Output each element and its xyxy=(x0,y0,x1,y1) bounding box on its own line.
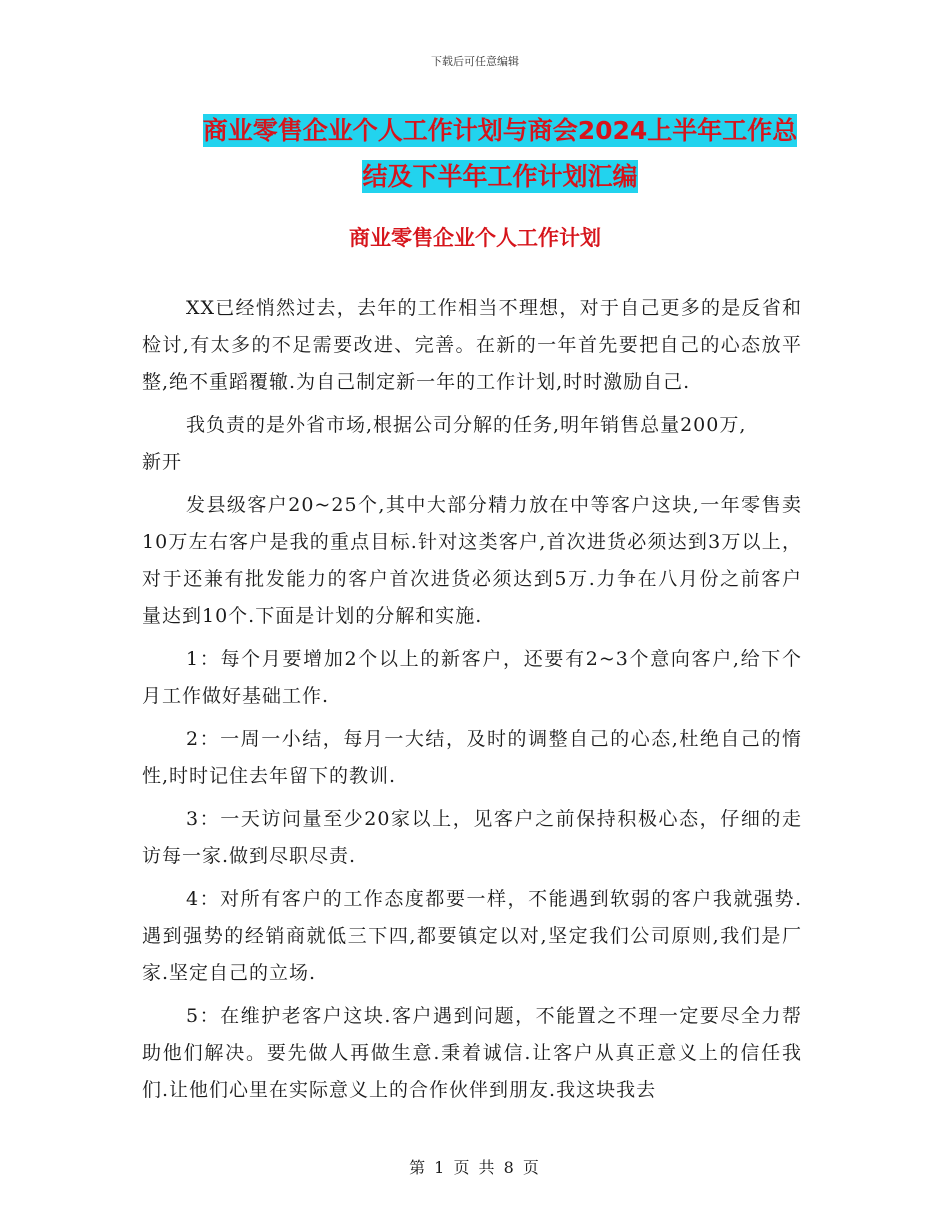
section-title: 商业零售企业个人工作计划 xyxy=(349,226,601,250)
paragraph: 发县级客户20~25个,其中大部分精力放在中等客户这块,一年零售卖10万左右客户是我的重点目标.针对这类客户,首次进货必须达到3万以上，对于还兼有批发能力的客户首次进货必须达到5万.力争在八月份之前客户量达到10个.下面是计划的分解和实施. xyxy=(142,494,802,627)
page-footer: 第 1 页 共 8 页 xyxy=(409,1158,541,1177)
paragraph: 5：在维护老客户这块.客户遇到问题，不能置之不理一定要尽全力帮助他们解决。要先做人再做生意.秉着诚信.让客户从真正意义上的信任我们.让他们心里在实际意义上的合作伙伴到朋友.我这块我去 xyxy=(142,1005,802,1101)
paragraph: 2：一周一小结，每月一大结，及时的调整自己的心态,杜绝自己的惰性,时时记住去年留下的教训. xyxy=(142,728,802,787)
paragraph: 新开 xyxy=(142,451,183,473)
title-line-1: 商业零售企业个人工作计划与商会2024上半年工作总 xyxy=(202,116,798,145)
document-title xyxy=(140,108,860,200)
title-line-2: 结及下半年工作计划汇编 xyxy=(362,162,638,191)
paragraph: XX已经悄然过去，去年的工作相当不理想，对于自己更多的是反省和检讨,有太多的不足需要改进、完善。在新的一年首先要把自己的心态放平整,绝不重蹈覆辙.为自己制定新一年的工作计划,时时激励自己. xyxy=(142,297,802,393)
document-body xyxy=(142,290,802,1115)
paragraph: 我负责的是外省市场,根据公司分解的任务,明年销售总量200万, xyxy=(186,414,747,436)
header-note: 下载后可任意编辑 xyxy=(431,55,519,68)
paragraph: 3：一天访问量至少20家以上，见客户之前保持积极心态，仔细的走访每一家.做到尽职尽责. xyxy=(142,808,802,867)
paragraph: 4：对所有客户的工作态度都要一样，不能遇到软弱的客户我就强势.遇到强势的经销商就低三下四,都要镇定以对,坚定我们公司原则,我们是厂家.坚定自己的立场. xyxy=(142,888,802,984)
paragraph: 1：每个月要增加2个以上的新客户，还要有2~3个意向客户,给下个月工作做好基础工作. xyxy=(142,648,802,707)
